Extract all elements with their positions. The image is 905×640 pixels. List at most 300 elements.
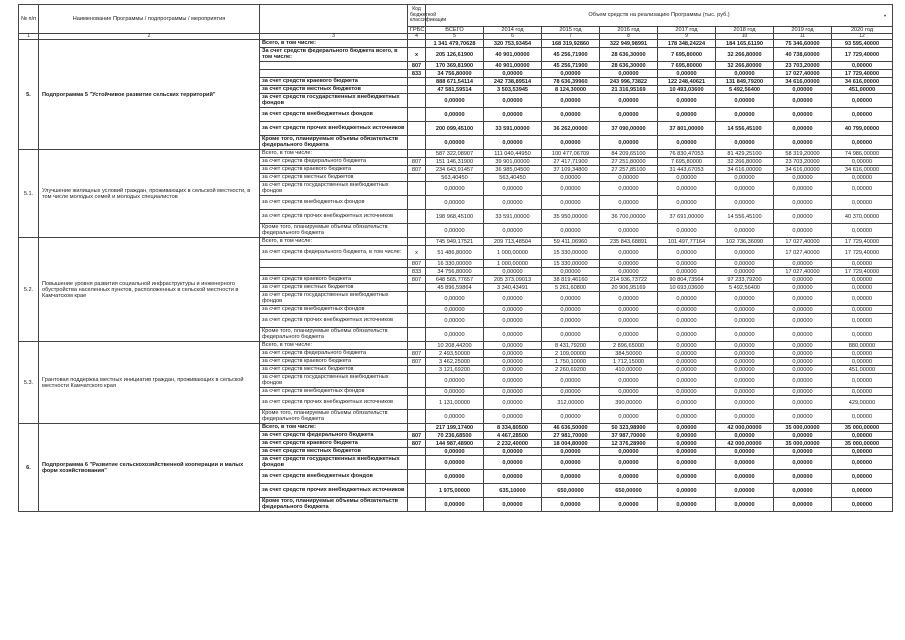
amount-cell: 90 804,73564 <box>658 276 716 284</box>
grbs-code: 807 <box>408 350 426 358</box>
amount-cell: 0,00000 <box>774 210 832 224</box>
grbs-code <box>408 306 426 314</box>
amount-cell: 1 341 479,70628 <box>426 40 484 48</box>
amount-cell: 0,00000 <box>658 350 716 358</box>
amount-cell: 35 000,00000 <box>832 440 893 448</box>
amount-cell: 0,00000 <box>658 410 716 424</box>
amount-cell: 0,00000 <box>484 306 542 314</box>
amount-cell: 0,00000 <box>774 224 832 238</box>
amount-cell: 39 901,00000 <box>484 158 542 166</box>
funding-source: за счет средств прочих внебюджетных источников <box>260 396 408 410</box>
amount-cell: 34 616,00000 <box>832 166 893 174</box>
amount-cell: 0,00000 <box>658 424 716 432</box>
amount-cell: 0,00000 <box>484 396 542 410</box>
grbs-code <box>408 292 426 306</box>
grbs-code <box>408 150 426 158</box>
amount-cell: 170 369,81900 <box>426 62 484 70</box>
table-row <box>19 424 893 432</box>
budget-table <box>18 4 893 512</box>
amount-cell: 8 431,79200 <box>542 342 600 350</box>
amount-cell: 0,00000 <box>832 136 893 150</box>
funding-source: за счет средств краевого бюджета <box>260 358 408 366</box>
amount-cell: 0,00000 <box>832 224 893 238</box>
amount-cell: 144 987,48900 <box>426 440 484 448</box>
amount-cell: 4 467,28500 <box>484 432 542 440</box>
amount-cell: 0,00000 <box>542 306 600 314</box>
funding-source: Кроме того, планируемые объемы обязательств федерального бюджета <box>260 328 408 342</box>
amount-cell: 0,00000 <box>426 136 484 150</box>
year-header: 2014 год <box>484 27 542 34</box>
amount-cell: 0,00000 <box>774 328 832 342</box>
amount-cell: 40 738,60000 <box>774 48 832 62</box>
amount-cell: 0,00000 <box>600 328 658 342</box>
grbs-code <box>408 238 426 246</box>
amount-cell: 0,00000 <box>658 246 716 260</box>
amount-cell: 0,00000 <box>484 182 542 196</box>
amount-cell: 35 000,00000 <box>774 440 832 448</box>
amount-cell: 0,00000 <box>600 268 658 276</box>
grbs-code <box>408 374 426 388</box>
amount-cell: 0,00000 <box>832 182 893 196</box>
amount-cell: 0,00000 <box>426 108 484 122</box>
amount-cell: 12 376,28900 <box>600 440 658 448</box>
amount-cell: 0,00000 <box>832 432 893 440</box>
amount-cell: 0,00000 <box>774 366 832 374</box>
amount-cell: 0,00000 <box>542 182 600 196</box>
table-row <box>19 150 893 158</box>
amount-cell: 17 027,40000 <box>774 246 832 260</box>
funding-source: Кроме того, планируемые объемы обязательств федерального бюджета <box>260 136 408 150</box>
amount-cell: 36 700,00000 <box>600 210 658 224</box>
amount-cell: 0,00000 <box>484 224 542 238</box>
amount-cell: 0,00000 <box>484 342 542 350</box>
amount-cell: 0,00000 <box>774 432 832 440</box>
amount-cell: 0,00000 <box>658 70 716 78</box>
grbs-code <box>408 196 426 210</box>
section-number: 5.3. <box>19 342 39 424</box>
amount-cell: 888 671,54114 <box>426 78 484 86</box>
amount-cell: 0,00000 <box>600 136 658 150</box>
table-body <box>19 40 893 512</box>
amount-cell: 0,00000 <box>774 396 832 410</box>
amount-cell: 0,00000 <box>658 182 716 196</box>
grbs-code <box>408 224 426 238</box>
amount-cell: 28 636,30000 <box>600 62 658 70</box>
amount-cell: 0,00000 <box>600 374 658 388</box>
grbs-code: 807 <box>408 158 426 166</box>
amount-cell: 0,00000 <box>542 196 600 210</box>
grbs-code <box>408 284 426 292</box>
amount-cell: 0,00000 <box>658 292 716 306</box>
amount-cell: 38 819,46160 <box>542 276 600 284</box>
table-row <box>19 238 893 246</box>
amount-cell: 32 266,80000 <box>716 62 774 70</box>
amount-cell: 0,00000 <box>774 260 832 268</box>
grbs-code <box>408 448 426 456</box>
amount-cell: 34 756,80000 <box>426 70 484 78</box>
amount-cell: 17 729,40000 <box>832 268 893 276</box>
section-name: Подпрограмма 6 "Развитие сельскохозяйственной кооперации и малых форм хозяйствования" <box>39 424 260 512</box>
amount-cell: 451,00000 <box>832 86 893 94</box>
corner-mark: • <box>884 14 887 20</box>
column-number: 2 <box>39 34 260 40</box>
column-number: 10 <box>716 34 774 40</box>
amount-cell: 0,00000 <box>542 410 600 424</box>
amount-cell: 0,00000 <box>658 366 716 374</box>
amount-cell: 28 636,30000 <box>600 48 658 62</box>
amount-cell: 2 232,40000 <box>484 440 542 448</box>
amount-cell: 0,00000 <box>832 196 893 210</box>
amount-cell: 0,00000 <box>542 268 600 276</box>
column-number: 11 <box>774 34 832 40</box>
section-number: 6. <box>19 424 39 512</box>
amount-cell: 0,00000 <box>542 374 600 388</box>
amount-cell: 0,00000 <box>542 470 600 484</box>
amount-cell: 214 936,73722 <box>600 276 658 284</box>
year-header: 2019 год <box>774 27 832 34</box>
amount-cell: 40 370,00000 <box>832 210 893 224</box>
amount-cell: 0,00000 <box>716 94 774 108</box>
amount-cell: 20 906,95169 <box>600 284 658 292</box>
amount-cell: 37 109,34800 <box>542 166 600 174</box>
amount-cell: 5 492,56400 <box>716 284 774 292</box>
grbs-code <box>408 314 426 328</box>
amount-cell: 0,00000 <box>484 366 542 374</box>
amount-cell: 0,00000 <box>832 94 893 108</box>
amount-cell: 0,00000 <box>658 358 716 366</box>
amount-cell: 0,00000 <box>832 174 893 182</box>
amount-cell: 0,00000 <box>832 410 893 424</box>
grbs-code <box>408 182 426 196</box>
amount-cell: 0,00000 <box>716 174 774 182</box>
amount-cell: 2 260,69200 <box>542 366 600 374</box>
section-name: Повышение уровня развития социальной инфраструктуры и инженерного обустройства населенных пунктов, расположенных в сельской местности в Камчатском крае <box>39 238 260 342</box>
amount-cell: 1 750,10000 <box>542 358 600 366</box>
amount-cell: 390,00000 <box>600 396 658 410</box>
amount-cell: 0,00000 <box>716 268 774 276</box>
amount-cell: 76 830,47053 <box>658 150 716 158</box>
amount-cell: 0,00000 <box>716 292 774 306</box>
amount-cell: 0,00000 <box>484 136 542 150</box>
amount-cell: 8 334,80500 <box>484 424 542 432</box>
amount-cell: 0,00000 <box>716 498 774 512</box>
funding-source: Кроме того, планируемые объемы обязательств федерального бюджета <box>260 224 408 238</box>
amount-cell: 34 756,80000 <box>426 268 484 276</box>
amount-cell: 14 556,45100 <box>716 210 774 224</box>
amount-cell: 15 330,00000 <box>542 246 600 260</box>
col-funding-header: Объем средств на реализацию Программы (тыс. руб.) <box>426 5 893 27</box>
amount-cell: 234 643,91457 <box>426 166 484 174</box>
amount-cell: 36 985,04500 <box>484 166 542 174</box>
amount-cell: 47 581,59514 <box>426 86 484 94</box>
amount-cell: 0,00000 <box>832 306 893 314</box>
amount-cell: 0,00000 <box>832 358 893 366</box>
amount-cell: 0,00000 <box>658 196 716 210</box>
amount-cell: 17 729,40000 <box>832 246 893 260</box>
grbs-code: 807 <box>408 260 426 268</box>
column-number: 12 <box>832 34 893 40</box>
grbs-code: 833 <box>408 70 426 78</box>
amount-cell: 17 027,40000 <box>774 238 832 246</box>
grbs-code <box>408 174 426 182</box>
amount-cell: 17 027,40000 <box>774 268 832 276</box>
amount-cell: 0,00000 <box>774 284 832 292</box>
year-header: 2020 год <box>832 27 893 34</box>
amount-cell: 0,00000 <box>774 350 832 358</box>
funding-source: за счет средств федерального бюджета <box>260 350 408 358</box>
amount-cell: 0,00000 <box>542 224 600 238</box>
amount-cell: 0,00000 <box>716 350 774 358</box>
amount-cell: 635,10000 <box>484 484 542 498</box>
amount-cell: 0,00000 <box>832 388 893 396</box>
funding-source <box>260 70 408 78</box>
grbs-code <box>408 470 426 484</box>
amount-cell: 45 256,71900 <box>542 48 600 62</box>
funding-source: за счет средств государственных внебюджетных фондов <box>260 94 408 108</box>
amount-cell: 648 565,77657 <box>426 276 484 284</box>
funding-source <box>260 260 408 268</box>
amount-cell: 0,00000 <box>426 410 484 424</box>
amount-cell: 243 996,73822 <box>600 78 658 86</box>
amount-cell: 0,00000 <box>716 314 774 328</box>
amount-cell: 0,00000 <box>600 174 658 182</box>
amount-cell: 0,00000 <box>484 358 542 366</box>
amount-cell: 0,00000 <box>658 388 716 396</box>
amount-cell: 0,00000 <box>426 448 484 456</box>
year-header: ВСЕГО <box>426 27 484 34</box>
amount-cell: 0,00000 <box>716 224 774 238</box>
amount-cell: 312,00000 <box>542 396 600 410</box>
amount-cell: 209 713,48504 <box>484 238 542 246</box>
amount-cell: 0,00000 <box>542 136 600 150</box>
amount-cell: 410,00000 <box>600 366 658 374</box>
funding-source: за счет средств внебюджетных фондов <box>260 470 408 484</box>
amount-cell: 40 799,00000 <box>832 122 893 136</box>
amount-cell: 5 261,60800 <box>542 284 600 292</box>
funding-source: за счет средств внебюджетных фондов <box>260 196 408 210</box>
amount-cell: 0,00000 <box>832 284 893 292</box>
amount-cell: 16 330,00000 <box>426 260 484 268</box>
amount-cell: 23 703,20000 <box>774 62 832 70</box>
amount-cell: 0,00000 <box>484 70 542 78</box>
section-name: Грантовая поддержка местных инициатив граждан, проживающих в сельской местности Камчатского края <box>39 342 260 424</box>
funding-source: за счет средств федерального бюджета <box>260 432 408 440</box>
grbs-code <box>408 388 426 396</box>
amount-cell: 0,00000 <box>426 182 484 196</box>
table-header <box>19 5 893 40</box>
amount-cell: 0,00000 <box>658 314 716 328</box>
amount-cell: 322 949,98991 <box>600 40 658 48</box>
amount-cell: 0,00000 <box>716 246 774 260</box>
amount-cell: 27 981,70000 <box>542 432 600 440</box>
amount-cell: 34 616,00000 <box>774 78 832 86</box>
amount-cell: 51 486,80000 <box>426 246 484 260</box>
amount-cell: 75 346,60000 <box>774 40 832 48</box>
amount-cell: 0,00000 <box>716 374 774 388</box>
amount-cell: 45 896,59864 <box>426 284 484 292</box>
amount-cell: 0,00000 <box>484 328 542 342</box>
amount-cell: 70 236,68500 <box>426 432 484 440</box>
amount-cell: 200 099,45100 <box>426 122 484 136</box>
year-header: 2016 год <box>600 27 658 34</box>
grbs-code: 807 <box>408 62 426 70</box>
amount-cell: 1 712,15000 <box>600 358 658 366</box>
grbs-code <box>408 108 426 122</box>
funding-source: за счет средств внебюджетных фондов <box>260 108 408 122</box>
amount-cell: 0,00000 <box>542 108 600 122</box>
amount-cell: 2 896,65000 <box>600 342 658 350</box>
amount-cell: 3 121,69200 <box>426 366 484 374</box>
amount-cell: 0,00000 <box>484 292 542 306</box>
amount-cell: 650,00000 <box>542 484 600 498</box>
amount-cell: 0,00000 <box>716 484 774 498</box>
funding-source: за счет средств краевого бюджета <box>260 276 408 284</box>
amount-cell: 32 266,80000 <box>716 158 774 166</box>
grbs-code <box>408 94 426 108</box>
amount-cell: 242 738,89514 <box>484 78 542 86</box>
amount-cell: 0,00000 <box>426 470 484 484</box>
amount-cell: 0,00000 <box>658 374 716 388</box>
amount-cell: 2 109,00000 <box>542 350 600 358</box>
amount-cell: 45 256,71900 <box>542 62 600 70</box>
amount-cell: 0,00000 <box>832 260 893 268</box>
col-code-sub-header: ГРБС <box>408 27 426 34</box>
amount-cell: 15 330,00000 <box>542 260 600 268</box>
funding-source <box>260 62 408 70</box>
amount-cell: 102 736,36090 <box>716 238 774 246</box>
amount-cell: 17 729,40000 <box>832 238 893 246</box>
amount-cell: 0,00000 <box>600 292 658 306</box>
amount-cell: 81 429,25100 <box>716 150 774 158</box>
grbs-code <box>408 424 426 432</box>
amount-cell: 0,00000 <box>716 342 774 350</box>
amount-cell: 27 251,80000 <box>600 158 658 166</box>
amount-cell: 0,00000 <box>426 306 484 314</box>
year-header: 2018 год <box>716 27 774 34</box>
amount-cell: 0,00000 <box>774 448 832 456</box>
amount-cell: 0,00000 <box>774 86 832 94</box>
amount-cell: 37 090,00000 <box>600 122 658 136</box>
amount-cell: 0,00000 <box>832 498 893 512</box>
amount-cell: 151 146,31900 <box>426 158 484 166</box>
amount-cell: 0,00000 <box>600 224 658 238</box>
amount-cell: 0,00000 <box>600 314 658 328</box>
section-name: Улучшение жилищных условий граждан, проживающих в сельской местности, в том числе молодых семей и молодых специалистов <box>39 150 260 238</box>
amount-cell: 0,00000 <box>716 366 774 374</box>
amount-cell: 0,00000 <box>658 224 716 238</box>
amount-cell: 0,00000 <box>716 358 774 366</box>
amount-cell: 37 987,70000 <box>600 432 658 440</box>
grbs-code <box>408 410 426 424</box>
amount-cell: 0,00000 <box>716 182 774 196</box>
amount-cell: 0,00000 <box>716 136 774 150</box>
amount-cell: 650,00000 <box>600 484 658 498</box>
amount-cell: 0,00000 <box>716 388 774 396</box>
amount-cell: 0,00000 <box>484 314 542 328</box>
amount-cell: 563,40450 <box>484 174 542 182</box>
amount-cell: 0,00000 <box>426 94 484 108</box>
grbs-code: х <box>408 48 426 62</box>
amount-cell: 0,00000 <box>658 456 716 470</box>
col-no-header: № п/п <box>19 5 39 34</box>
grbs-code <box>408 40 426 48</box>
amount-cell: 0,00000 <box>658 470 716 484</box>
amount-cell: 97 233,79200 <box>716 276 774 284</box>
amount-cell: 0,00000 <box>774 314 832 328</box>
amount-cell: 384,50000 <box>600 350 658 358</box>
amount-cell: 0,00000 <box>484 196 542 210</box>
amount-cell: 46 636,50000 <box>542 424 600 432</box>
amount-cell: 7 695,80000 <box>658 48 716 62</box>
amount-cell: 0,00000 <box>774 136 832 150</box>
amount-cell: 84 209,65100 <box>600 150 658 158</box>
grbs-code: 807 <box>408 440 426 448</box>
amount-cell: 0,00000 <box>600 470 658 484</box>
amount-cell: 17 027,40000 <box>774 70 832 78</box>
amount-cell: 0,00000 <box>542 314 600 328</box>
grbs-code <box>408 78 426 86</box>
year-header: 2017 год <box>658 27 716 34</box>
amount-cell: 205 373,09013 <box>484 276 542 284</box>
amount-cell: 0,00000 <box>484 108 542 122</box>
column-number: 9 <box>658 34 716 40</box>
grbs-code: 807 <box>408 166 426 174</box>
amount-cell: 0,00000 <box>426 374 484 388</box>
col-code-header: Код бюджетной классификации <box>408 5 426 27</box>
amount-cell: 0,00000 <box>542 292 600 306</box>
column-number: 5 <box>426 34 484 40</box>
amount-cell: 18 004,80000 <box>542 440 600 448</box>
amount-cell: 32 266,80000 <box>716 48 774 62</box>
funding-source: за счет средств внебюджетных фондов <box>260 306 408 314</box>
amount-cell: 0,00000 <box>658 448 716 456</box>
amount-cell: 0,00000 <box>832 158 893 166</box>
amount-cell: 0,00000 <box>600 260 658 268</box>
amount-cell: 0,00000 <box>426 292 484 306</box>
amount-cell: 0,00000 <box>832 276 893 284</box>
amount-cell: 0,00000 <box>484 350 542 358</box>
amount-cell: 880,00000 <box>832 342 893 350</box>
amount-cell: 0,00000 <box>774 306 832 314</box>
funding-source: Всего, в том числе: <box>260 342 408 350</box>
funding-source: за счет средств прочих внебюджетных источников <box>260 122 408 136</box>
funding-source: за счет средств государственных внебюджетных фондов <box>260 374 408 388</box>
funding-source: за счет средств прочих внебюджетных источников <box>260 314 408 328</box>
amount-cell: 0,00000 <box>774 196 832 210</box>
amount-cell: 3 340,43491 <box>484 284 542 292</box>
amount-cell: 1 000,00000 <box>484 246 542 260</box>
amount-cell: 745 949,17521 <box>426 238 484 246</box>
col-source-header <box>260 5 408 34</box>
amount-cell: 0,00000 <box>658 342 716 350</box>
amount-cell: 429,00000 <box>832 396 893 410</box>
amount-cell: 217 199,17400 <box>426 424 484 432</box>
amount-cell: 0,00000 <box>716 306 774 314</box>
funding-source: за счет средств государственных внебюджетных фондов <box>260 182 408 196</box>
funding-source: за счет средств государственных внебюджетных фондов <box>260 456 408 470</box>
table-row <box>19 40 893 48</box>
grbs-code <box>408 328 426 342</box>
amount-cell: 34 616,00000 <box>774 166 832 174</box>
amount-cell: 2 493,50000 <box>426 350 484 358</box>
amount-cell: 205 126,61900 <box>426 48 484 62</box>
grbs-code: 807 <box>408 432 426 440</box>
amount-cell: 34 616,00000 <box>832 78 893 86</box>
amount-cell: 8 124,30000 <box>542 86 600 94</box>
amount-cell: 0,00000 <box>426 328 484 342</box>
amount-cell: 0,00000 <box>600 388 658 396</box>
funding-source <box>260 268 408 276</box>
